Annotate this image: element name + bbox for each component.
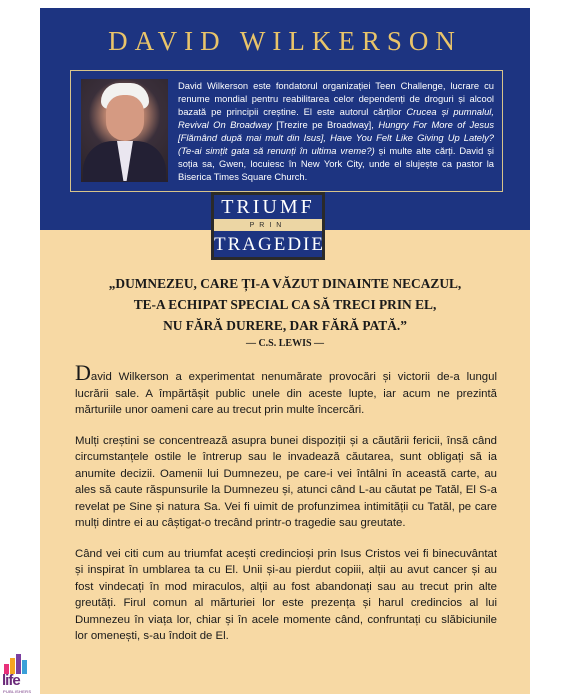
quote-line-3: NU FĂRĂ DURERE, DAR FĂRĂ PATĂ.”	[163, 318, 407, 333]
bio-book-title-2: Hungry For More of Jesus [Flămând după mai mult din Isus], Have You Felt Like Giving Up Lately? (Te-ai simțit gata să renunți în ultima vreme?)	[178, 119, 495, 156]
author-portrait	[81, 79, 168, 182]
book-title-logo	[211, 192, 325, 260]
blurb-paragraph-3: Când vei citi cum au triumfat acești credincioși prin Isus Cristos vei fi binecuvântat și inspirat în umblarea ta cu El. Unii și-au pierdut copiii, alții au avut cancer și au fost vindecați în mod miraculos, alții au fost abandonați sau au trecut prin alte greutăți. Firul comun al mărturiei lor este prezența și harul credincios al lui Dumnezeu în viața lor, chiar și în acele momente când, confruntați cu slăbiciunile lor omenești, s-au îndoit de El.	[75, 547, 497, 642]
featured-quote	[40, 273, 530, 336]
publisher-name: life	[2, 672, 20, 689]
book-back-cover	[40, 8, 530, 694]
author-bio	[178, 79, 494, 183]
publisher-subtitle: PUBLISHERS	[3, 689, 32, 694]
blurb-paragraph-2: Mulți creștini se concentrează asupra bunei dispoziții și a căutării fericii, însă când circumstanțele ostile le întrerup sau le invadează căutarea, sunt obligați să ia anumite decizii. Oamenii lui Dumnezeu, pe care-i vei întâlni în această carte, au ales să caute răspunsurile la Dumnezeu și, atunci când L-au căutat pe Tatăl, El S-a revelat pe Sine și natura Sa. Vei fi uimit de profunzimea intimității cu Tatăl, pe care mulți dintre ei au câștigat-o trecând printr-o tragedie sau greutate.	[75, 434, 497, 529]
quote-line-1: „DUMNEZEU, CARE ȚI-A VĂZUT DINAINTE NECAZUL,	[108, 276, 462, 291]
publisher-logo-icon	[4, 652, 30, 674]
bio-book-title-1: Crucea și pumnalul, Revival On Broadway	[178, 106, 494, 130]
logo-title-bottom: TRAGEDIE	[214, 231, 322, 257]
blurb-paragraph-1: David Wilkerson a experimentat nenumărate provocări și victorii de-a lungul lucrării sale. A împărtășit public unele din aceste lupte, iar acum ne prezintă mărturiile unor oameni care au trecut prin multe încercări.	[75, 360, 497, 416]
quote-attribution: — C.S. LEWIS —	[245, 338, 325, 349]
publisher-logo	[2, 652, 32, 698]
bio-book-title-1-translation: [Trezire pe Broadway],	[271, 119, 379, 130]
logo-title-middle: PRIN	[249, 222, 287, 229]
drop-cap: D	[75, 360, 91, 385]
blurb-text	[75, 360, 497, 659]
bio-text-part2: și multe alte cărți. David și soția sa, Gwen, locuiesc în New York City, unde el slujește ca pastor la Biserica Times Square Church.	[178, 145, 494, 182]
bio-text-part1: David Wilkerson este fondatorul organizației Teen Challenge, lucrare cu renume mondial pentru reabilitarea celor dependenți de droguri și alcool bazată pe principii creștine. El este autorul cărților	[178, 80, 494, 117]
logo-title-top: TRIUMF	[214, 195, 322, 219]
author-name: DAVID WILKERSON	[108, 26, 462, 56]
author-bio-box	[70, 70, 503, 192]
quote-line-2: TE-A ECHIPAT SPECIAL CA SĂ TRECI PRIN EL,	[133, 297, 437, 312]
